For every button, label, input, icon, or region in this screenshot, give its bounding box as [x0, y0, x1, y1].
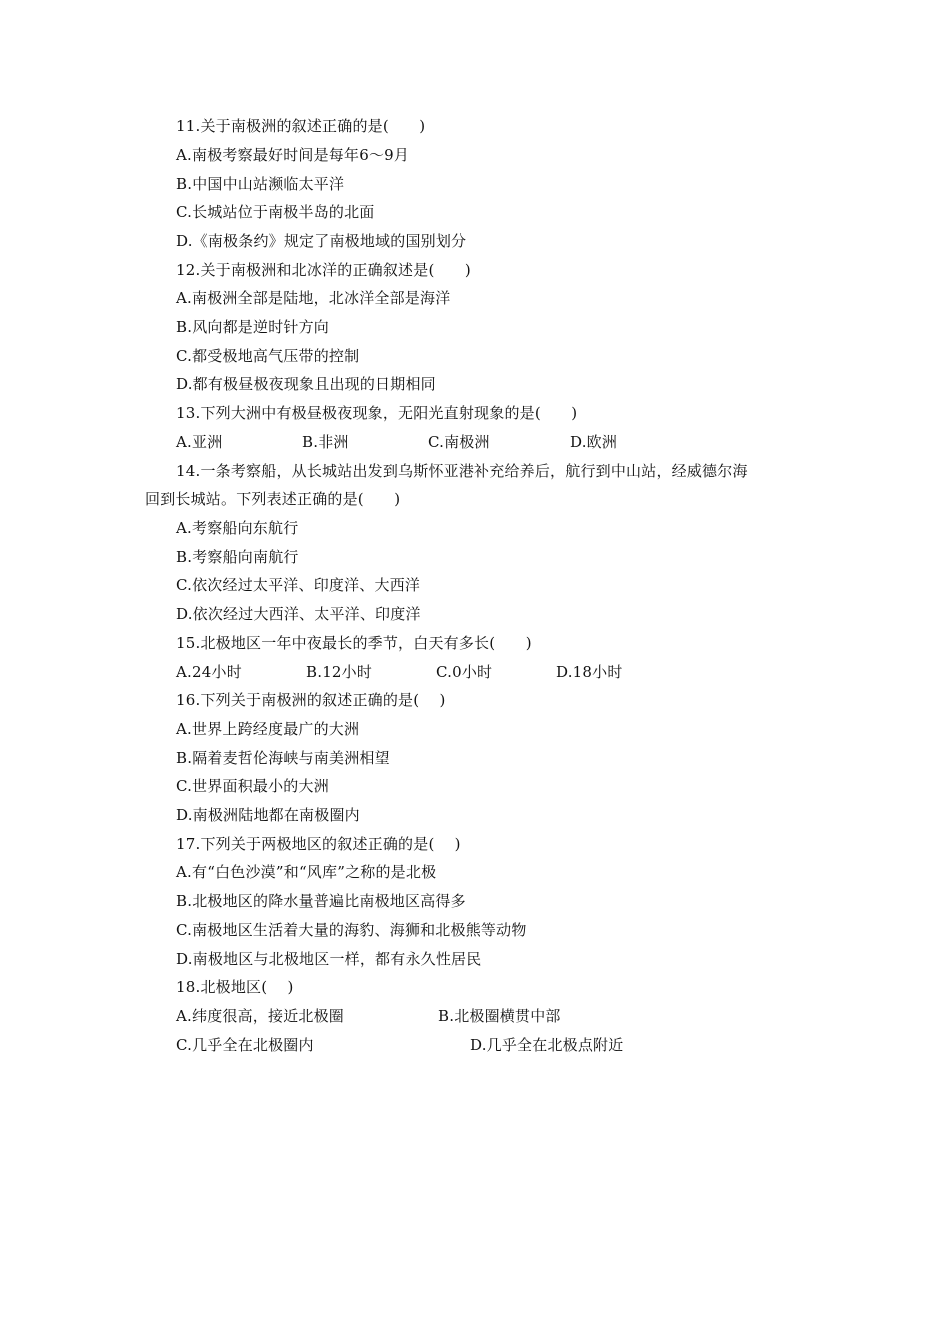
question-13-option-a: A.亚洲 — [176, 433, 223, 451]
question-14-option-c: C.依次经过太平洋、印度洋、大西洋 — [176, 576, 421, 594]
question-13-option-d: D.欧洲 — [570, 433, 618, 451]
question-12-option-c: C.都受极地高气压带的控制 — [176, 347, 360, 365]
question-14-option-a: A.考察船向东航行 — [176, 519, 299, 537]
question-15-option-d: D.18小时 — [556, 663, 623, 681]
question-18-option-c: C.几乎全在北极圈内 — [176, 1036, 314, 1054]
question-14-stem-line-2: 回到长城站。下列表述正确的是( ) — [145, 490, 401, 508]
question-11-option-a: A.南极考察最好时间是每年6～9月 — [176, 146, 410, 164]
question-17-stem: 17.下列关于两极地区的叙述正确的是( ) — [176, 835, 461, 853]
question-12-option-a: A.南极洲全部是陆地，北冰洋全部是海洋 — [176, 289, 451, 307]
question-16-stem: 16.下列关于南极洲的叙述正确的是( ) — [176, 691, 446, 709]
question-11-option-b: B.中国中山站濒临太平洋 — [176, 175, 345, 193]
question-13-stem: 13.下列大洲中有极昼极夜现象，无阳光直射现象的是( ) — [176, 404, 578, 422]
question-14-stem-line-1: 14.一条考察船，从长城站出发到乌斯怀亚港补充给养后，航行到中山站，经威德尔海 — [176, 462, 748, 480]
question-14-option-b: B.考察船向南航行 — [176, 548, 299, 566]
question-16-option-b: B.隔着麦哲伦海峡与南美洲相望 — [176, 749, 390, 767]
question-15-option-c: C.0小时 — [436, 663, 493, 681]
question-15-option-b: B.12小时 — [306, 663, 373, 681]
question-17-option-b: B.北极地区的降水量普遍比南极地区高得多 — [176, 892, 466, 910]
question-12-stem: 12.关于南极洲和北冰洋的正确叙述是( ) — [176, 261, 471, 279]
question-17-option-c: C.南极地区生活着大量的海豹、海狮和北极熊等动物 — [176, 921, 527, 939]
question-17-option-a: A.有“白色沙漠”和“风库”之称的是北极 — [176, 863, 437, 881]
question-12-option-d: D.都有极昼极夜现象且出现的日期相同 — [176, 375, 436, 393]
question-11-option-d: D.《南极条约》规定了南极地域的国别划分 — [176, 232, 467, 250]
question-18-option-b: B.北极圈横贯中部 — [438, 1007, 561, 1025]
question-18-stem: 18.北极地区( ) — [176, 978, 294, 996]
question-12-option-b: B.风向都是逆时针方向 — [176, 318, 329, 336]
question-17-option-d: D.南极地区与北极地区一样，都有永久性居民 — [176, 950, 482, 968]
question-16-option-d: D.南极洲陆地都在南极圈内 — [176, 806, 360, 824]
question-11-option-c: C.长城站位于南极半岛的北面 — [176, 203, 375, 221]
question-18-option-d: D.几乎全在北极点附近 — [470, 1036, 624, 1054]
question-16-option-a: A.世界上跨经度最广的大洲 — [176, 720, 360, 738]
question-15-stem: 15.北极地区一年中夜最长的季节，白天有多长( ) — [176, 634, 532, 652]
question-18-option-a: A.纬度很高，接近北极圈 — [176, 1007, 345, 1025]
question-14-option-d: D.依次经过大西洋、太平洋、印度洋 — [176, 605, 421, 623]
question-13-option-b: B.非洲 — [302, 433, 349, 451]
question-11-stem: 11.关于南极洲的叙述正确的是( ) — [176, 117, 426, 135]
question-16-option-c: C.世界面积最小的大洲 — [176, 777, 329, 795]
question-13-option-c: C.南极洲 — [428, 433, 490, 451]
question-15-option-a: A.24小时 — [176, 663, 242, 681]
